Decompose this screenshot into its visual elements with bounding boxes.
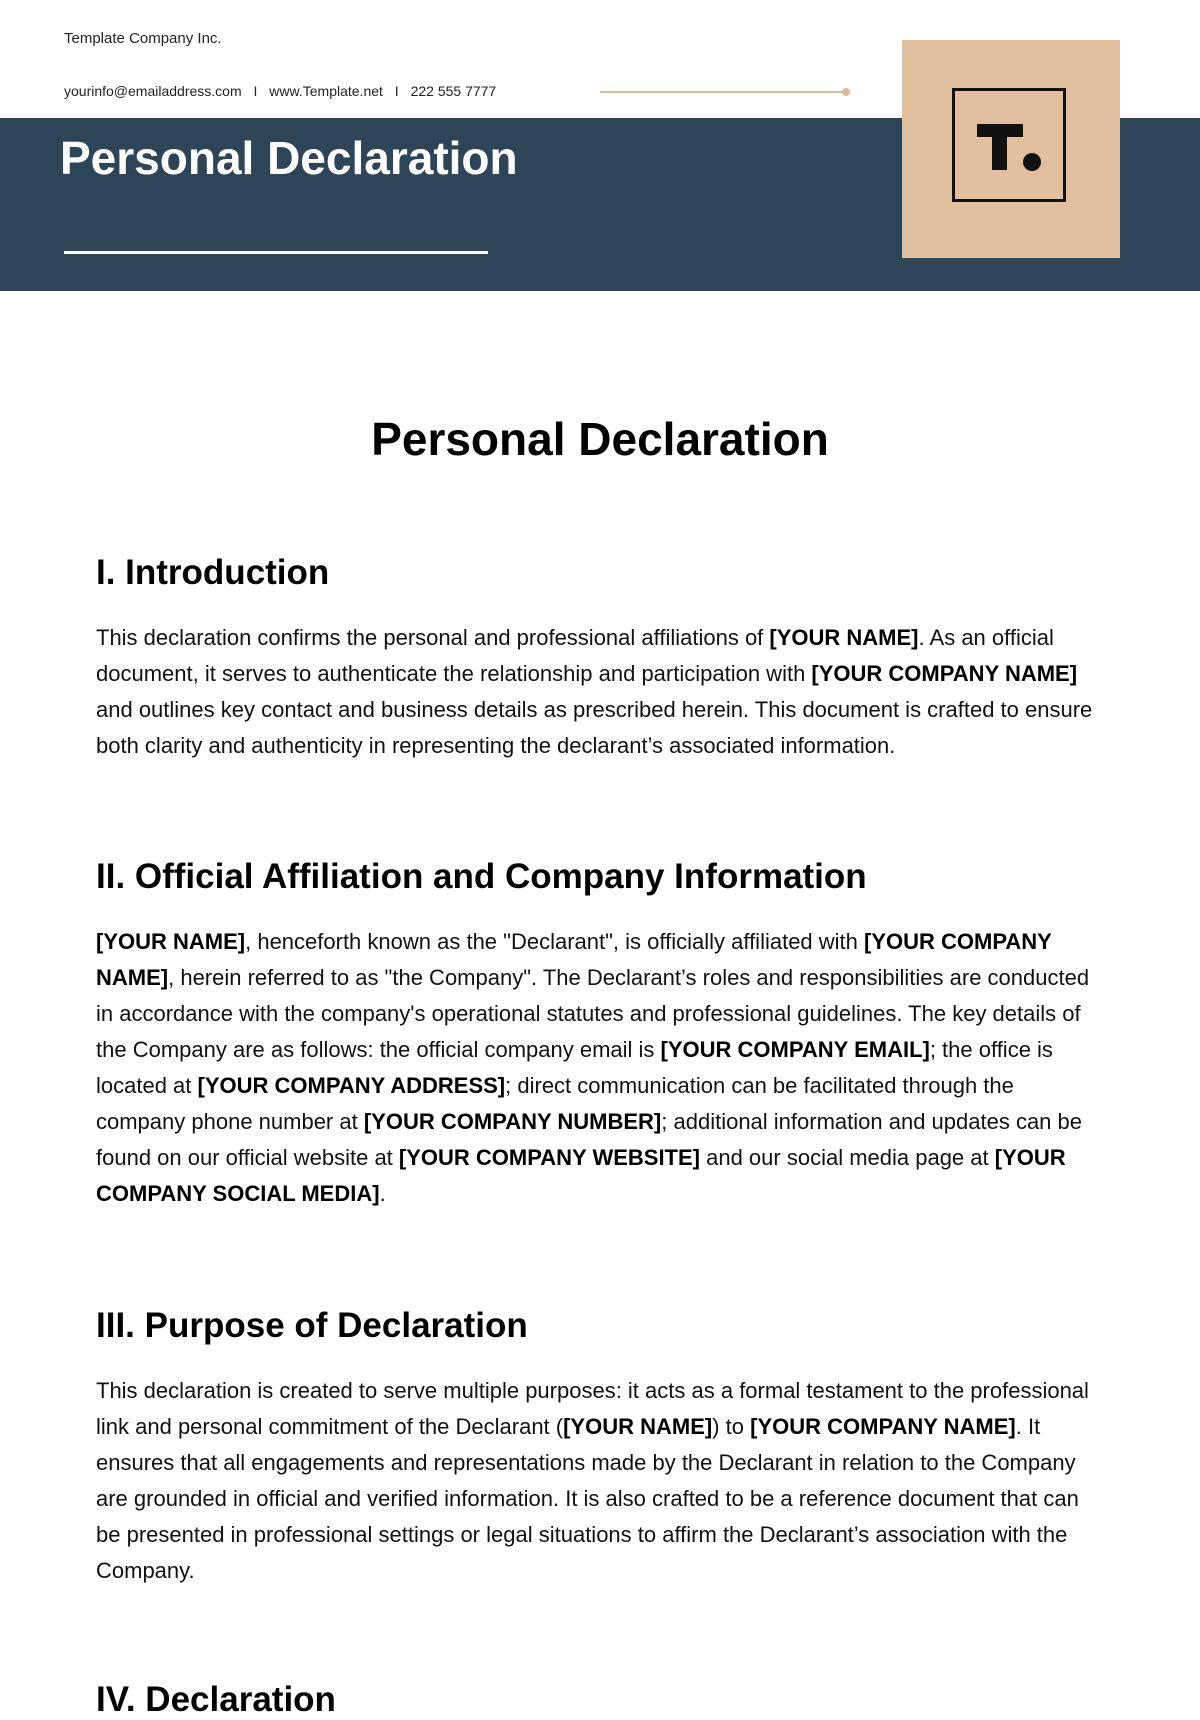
logo-letter-t-icon <box>955 91 1063 199</box>
banner-title: Personal Declaration <box>60 132 518 184</box>
section-paragraph-affiliation: [YOUR NAME], henceforth known as the "Declarant", is officially affiliated with [YOUR COMPANY NAME], herein referred to as "the Company". The Declarant’s roles and responsibilities are conducted in accordance with the company's operational statutes and professional guidelines. The key details of the Company are as follows: the official company email is [YOUR COMPANY EMAIL]; the office is located at [YOUR COMPANY ADDRESS]; direct communication can be facilitated through the company phone number at [YOUR COMPANY NUMBER]; additional information and updates can be found on our official website at [YOUR COMPANY WEBSITE] and our social media page at [YOUR COMPANY SOCIAL MEDIA]. <box>96 929 1090 1206</box>
contact-line <box>64 83 496 99</box>
section-paragraph-purpose: This declaration is created to serve multiple purposes: it acts as a formal testament to the professional link and personal commitment of the Declarant ([YOUR NAME]) to [YOUR COMPANY NAME]. It ensures that all engagements and representations made by the Declarant in relation to the Company are grounded in official and verified information. It is also crafted to be a reference document that can be presented in professional settings or legal situations to affirm the Declarant’s association with the Company. <box>96 1378 1089 1583</box>
contact-separator: I <box>253 83 258 99</box>
section-heading-introduction: I. Introduction <box>96 553 330 592</box>
company-name: Template Company Inc. <box>64 30 222 47</box>
section-heading-purpose: III. Purpose of Declaration <box>96 1306 528 1345</box>
section-heading-declaration: IV. Declaration <box>96 1680 336 1719</box>
accent-line <box>600 91 846 93</box>
accent-dot <box>842 88 850 96</box>
company-logo <box>902 40 1120 258</box>
logo-frame <box>952 88 1066 202</box>
section-paragraph-introduction: This declaration confirms the personal and professional affiliations of [YOUR NAME]. As an official document, it serves to authenticate the relationship and participation with [YOUR COMPANY NAME] and outlines key contact and business details as prescribed herein. This document is crafted to ensure both clarity and authenticity in representing the declarant’s associated information. <box>96 625 1093 758</box>
contact-phone: 222 555 7777 <box>410 83 497 99</box>
contact-website: www.Template.net <box>269 83 383 99</box>
banner-underline <box>64 251 488 254</box>
section-heading-affiliation: II. Official Affiliation and Company Information <box>96 857 867 896</box>
document-title: Personal Declaration <box>371 413 829 465</box>
contact-email: yourinfo@emailaddress.com <box>64 83 242 99</box>
contact-separator: I <box>394 83 399 99</box>
